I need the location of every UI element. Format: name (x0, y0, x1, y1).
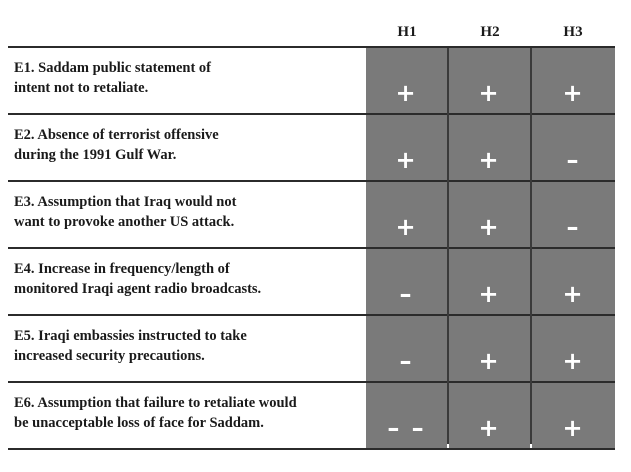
matrix-row-e5 (8, 316, 615, 383)
rating-cell-h2: + (449, 249, 530, 314)
matrix-row-e3 (8, 182, 615, 249)
evidence-label: E1. Saddam public statement of intent not to retaliate. (14, 60, 211, 96)
rating-cell-h2: + (449, 316, 530, 381)
rating-cell-h1: – (366, 249, 447, 314)
rating-cell-h3: + (532, 316, 615, 381)
evidence-label: E6. Assumption that failure to retaliate would be unacceptable loss of face for Saddam. (14, 395, 297, 431)
rating-cell-h1: + (366, 182, 447, 247)
column-divider (530, 48, 532, 444)
matrix-row-e2 (8, 115, 615, 182)
column-header-h2: H2 (480, 24, 500, 40)
rating-cell-h2: + (449, 48, 530, 113)
matrix-row-e1 (8, 48, 615, 115)
column-header-h3: H3 (563, 24, 583, 40)
rating-cell-h3: + (532, 48, 615, 113)
rating-cell-h3: – (532, 182, 615, 247)
column-divider (447, 48, 449, 444)
evidence-label: E2. Absence of terrorist offensive during the 1991 Gulf War. (14, 127, 219, 163)
matrix-row-e4 (8, 249, 615, 316)
column-header-h1: H1 (397, 24, 417, 40)
rating-cell-h3: + (532, 383, 615, 448)
rating-cell-h1: + (366, 115, 447, 180)
evidence-hypothesis-matrix (8, 18, 615, 450)
matrix-row-e6 (8, 383, 615, 450)
rating-cell-h2: + (449, 383, 530, 448)
rating-cell-h1: – (366, 316, 447, 381)
rating-cell-h1: + (366, 48, 447, 113)
evidence-label: E3. Assumption that Iraq would not want to provoke another US attack. (14, 194, 237, 230)
rating-cell-h1: – – (366, 383, 447, 448)
evidence-label: E4. Increase in frequency/length of monitored Iraqi agent radio broadcasts. (14, 261, 262, 297)
rating-cell-h3: + (532, 249, 615, 314)
header-row (8, 18, 615, 48)
rating-cell-h2: + (449, 115, 530, 180)
rating-cell-h3: – (532, 115, 615, 180)
rating-cell-h2: + (449, 182, 530, 247)
evidence-label: E5. Iraqi embassies instructed to take increased security precautions. (14, 328, 247, 364)
